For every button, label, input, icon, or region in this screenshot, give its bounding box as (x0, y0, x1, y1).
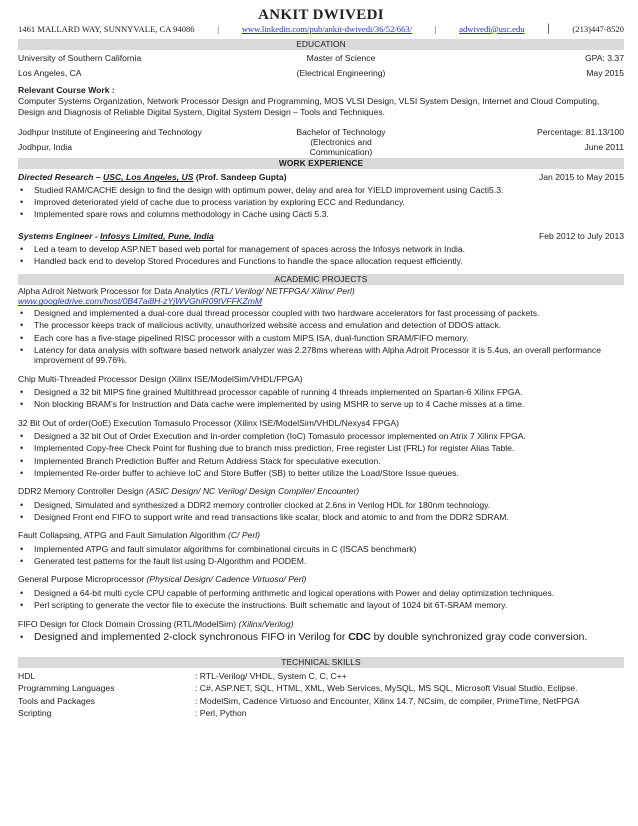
project-name: General Purpose Microprocessor (18, 574, 147, 585)
project-title: Chip Multi-Threaded Processor Design (Xilinx ISE/ModelSim/VHDL/FPGA) (18, 373, 303, 384)
gpa: GPA: 3.37 (584, 53, 624, 63)
skills-table (18, 670, 624, 720)
list-item: • Designed a 32 bit Out of Order Execution and In-order completion (IoC) Tomasulo processor implemented on Atrix 7 Xilinx FPGA. (18, 431, 624, 441)
skill-row (18, 695, 624, 708)
job-title (18, 231, 214, 241)
project-tag: (Xilinx/Verilog) (238, 618, 294, 629)
skill-row (18, 682, 624, 695)
address: 1461 MALLARD WAY, SUNNYVALE, CA 94086 (18, 23, 195, 34)
project-tag: (RTL/ Verilog/ NETFPGA/ Xilinx/ Perl) (210, 285, 355, 296)
list-item: • Latency for data analysis with software based network analyzer was 2.278ms whereas with Alpha Adroit Processor it is 5.4us, an overall performance improvement of 99.76%. (18, 345, 624, 366)
job-extra: (Prof. Sandeep Gupta) (195, 172, 287, 183)
school-name: Jodhpur Institute of Engineering and Technology (18, 127, 202, 138)
email-link[interactable]: adwivedi@usc.edu (459, 23, 525, 34)
skill-value: : C#, ASP.NET, SQL, HTML, XML, Web Services, MySQL, MS SQL, Microsoft Visual Studio, Eclipse. (195, 683, 578, 694)
major: (Electronics and Communication) (309, 136, 373, 158)
job-role: Systems Engineer - (18, 231, 101, 242)
coursework-text: Computer Systems Organization, Network Processor Design and Programming, MOS VLSI Design, VLSI System Design, Internet and Cloud Computing, Design and Diagnosis of Reliable Digital System, Digital System Design – Tools and Techniques. (18, 96, 600, 117)
projects-heading: ACADEMIC PROJECTS (18, 274, 624, 285)
school-name: University of Southern California (18, 53, 142, 63)
job-bullets (18, 185, 624, 220)
project-bullets (18, 431, 624, 478)
degree: Master of Science (306, 53, 376, 63)
project-name: DDR2 Memory Controller Design (18, 486, 146, 497)
skill-key: HDL (18, 670, 36, 681)
phone: (213)447-8520 (572, 23, 624, 34)
project-bullets (18, 308, 624, 365)
list-item: • Implemented Branch Prediction Buffer and Return Address Stack for speculative execution. (18, 456, 624, 466)
coursework-title: Relevant Course Work : (18, 85, 115, 95)
list-item: • Generated test patterns for the fault list using D-Algorithm and PODEM. (18, 556, 624, 566)
separator: | (434, 23, 437, 34)
job-role: Directed Research – (18, 172, 104, 183)
project-tag: (ASIC Design/ NC Verilog/ Design Compiler/ Encounter) (146, 486, 360, 497)
grad-date: June 2011 (584, 141, 624, 152)
list-item: • Designed and implemented a dual-core dual thread processor coupled with two hardware accelerators for fast processing of packets. (18, 308, 624, 318)
list-item: • Each core has a five-stage pipelined RISC processor with a custom MIPS ISA, dual-function SRAM/FIFO memory. (18, 333, 624, 343)
separator: | (217, 23, 220, 34)
education-row (18, 136, 624, 158)
project-bullets (18, 387, 624, 410)
project-name: Fault Collapsing, ATPG and Fault Simulation Algorithm (18, 530, 229, 541)
list-item: • Non blocking BRAM’s for Instruction and Data cache were implemented by using MSHR to serve up to 4 Cache misses at a time. (18, 399, 624, 409)
skill-value: : ModelSim, Cadence Virtuoso and Encounter, Xilinx 14.7, NCsim, dc compiler, PrimeTime, NetFPGA (195, 695, 580, 706)
project-name: FIFO Design for Clock Domain Crossing (RTL/ModelSim) (18, 618, 239, 629)
education-row (18, 51, 624, 66)
major: (Electrical Engineering) (296, 67, 386, 78)
list-item: • Designed a 64-bit multi cycle CPU capable of performing arithmetic and logical operations with Power and delay optimization techniques. (18, 588, 624, 598)
resume-page (18, 6, 624, 720)
list-item: • Designed, Simulated and synthesized a DDR2 memory controller clocked at 2.6ns in Verilog HDL for 180nm technology. (18, 500, 624, 510)
project-tag: (Physical Design/ Cadence Virtuoso/ Perl) (146, 574, 307, 585)
list-item: • Implemented ATPG and fault simulator algorithms for combinational circuits in C (ISCAS benchmark) (18, 544, 624, 554)
skill-row (18, 707, 624, 720)
bullet-emphasis: CDC (348, 632, 371, 644)
skill-key: Programming Languages (18, 683, 115, 694)
skill-key: Tools and Packages (18, 695, 95, 706)
skills-heading: TECHNICAL SKILLS (18, 657, 624, 668)
skill-value: : Perl, Python (195, 708, 247, 719)
list-item: • Improved deteriorated yield of cache due to process variation by exploring ECC and Redundancy. (18, 197, 624, 207)
job-title (18, 172, 287, 182)
project-title (18, 574, 624, 586)
project-title: 32 Bit Out of order(OoE) Execution Tomasulo Processor (Xilinx ISE/ModelSim/VHDL/Nexys4 FPGA) (18, 417, 399, 428)
project-tag: (C/ Perl) (228, 530, 261, 541)
job-header (18, 231, 624, 243)
list-item: • Implemented Re-order buffer to achieve IoC and Store Buffer (SB) to better utilize the Load/Store Issue queues. (18, 468, 624, 478)
list-item (18, 632, 624, 645)
job-header (18, 171, 624, 183)
skill-key: Scripting (18, 708, 52, 719)
project-bullets (18, 500, 624, 523)
project-bullets (18, 588, 624, 611)
project-title (18, 486, 624, 498)
job-org: Infosys Limited, Pune, India (100, 231, 214, 242)
list-item: • Handled back end to develop Stored Procedures and Functions to handle the space allocation request efficiently. (18, 256, 624, 266)
list-item: • Designed a 32 bit MIPS fine grained Multithread processor capable of running 4 threads implemented on Spartan-6 Xilinx FPGA. (18, 387, 624, 397)
project-bullets (18, 544, 624, 567)
candidate-name: ANKIT DWIVEDI (258, 7, 384, 23)
list-item: • The processor keeps track of malicious activity, unauthorized website access and emulation and detection of DDOS attack. (18, 320, 624, 330)
bullet-text: by double synchronized gray code conversion. (370, 632, 588, 644)
experience-heading: WORK EXPERIENCE (18, 158, 624, 169)
education-heading: EDUCATION (18, 39, 624, 50)
percentage: Percentage: 81.13/100 (537, 127, 624, 138)
grad-date: May 2015 (586, 67, 624, 78)
contact-line (18, 23, 624, 35)
separator: | (547, 22, 550, 35)
project-title (18, 286, 624, 296)
spacer (18, 117, 624, 125)
list-item: • Studied RAM/CACHE design to find the design with optimum power, delay and area for YIELD improvement using Cacti5.3. (18, 185, 624, 195)
project-title (18, 619, 624, 631)
degree: Bachelor of Technology (296, 127, 386, 138)
linkedin-link[interactable]: www.linkedin.com/pub/ankit-dwivedi/36/52/663/ (241, 23, 413, 34)
project-link[interactable]: www.googledrive.com/host/0B47ai8H-zYjWVGhlR09tVFFKZmM (18, 296, 263, 307)
list-item: • Led a team to develop ASP.NET based web portal for management of spaces across the Infosys network in India. (18, 244, 624, 254)
skill-row (18, 670, 624, 683)
spacer (18, 220, 624, 229)
job-date: Feb 2012 to July 2013 (538, 231, 624, 242)
project-bullets (18, 632, 624, 645)
project-title (18, 530, 624, 542)
job-org: USC, Los Angeles, US (103, 172, 194, 183)
list-item: • Implemented spare rows and columns methodology in Cache using Cacti 5.3. (18, 209, 624, 219)
list-item: • Perl scripting to generate the vector file to execute the instructions. Built schematic and layout of 1024 bit 6T-SRAM memory. (18, 600, 624, 610)
skill-value: : RTL-Verilog/ VHDL, System C, C, C++ (195, 670, 347, 681)
project-name: Alpha Adroit Network Processor for Data Analytics (18, 285, 211, 296)
bullet-text: Designed and implemented 2-clock synchronous FIFO in Verilog for (34, 632, 349, 644)
job-date: Jan 2015 to May 2015 (538, 172, 624, 183)
list-item: • Implemented Copy-free Check Point for flushing due to branch miss prediction, Free register List (FRL) for register Alias Table. (18, 443, 624, 453)
school-location: Los Angeles, CA (18, 67, 82, 78)
job-bullets (18, 244, 624, 267)
education-row (18, 66, 624, 81)
school-location: Jodhpur, India (18, 141, 72, 152)
list-item: • Designed Front end FIFO to support write and read transactions like scalar, block and atomic to and from the DDR2 SDRAM. (18, 512, 624, 522)
